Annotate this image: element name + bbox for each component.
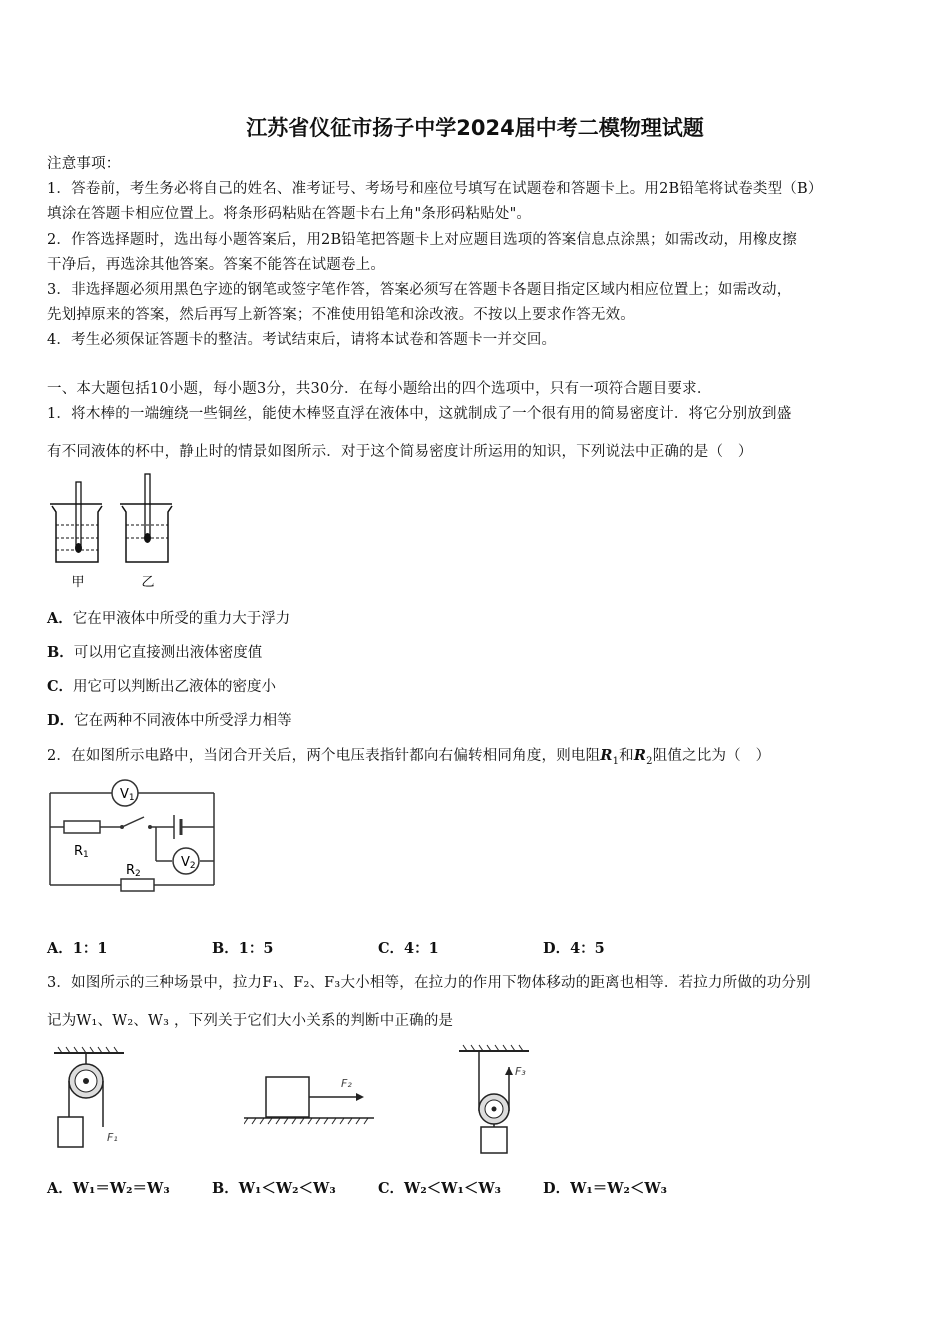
option-label: A．: [47, 610, 73, 627]
label-v2: V2: [181, 855, 196, 871]
q1-option-d[interactable]: [47, 709, 292, 730]
option-label: B．: [47, 644, 74, 661]
option-text: W₁＝W₂＜W₃: [570, 1180, 667, 1197]
q3-option-b[interactable]: [212, 1177, 336, 1198]
label-f3: F₃: [515, 1065, 526, 1078]
q2-stem: 2．在如图所示电路中，当闭合开关后，两个电压表指针都向右偏转相同角度，则电阻$R_1$和$R_2$阻值之比为（ ）: [47, 747, 771, 767]
label-f1: F₁: [107, 1131, 118, 1144]
notice-line: 填涂在答题卡相应位置上。将条形码粘贴在答题卡右上角"条形码粘贴处"。: [47, 206, 532, 222]
q3-fixed-pulley-figure: [50, 1045, 130, 1155]
q1-option-c[interactable]: [47, 675, 276, 696]
option-label: C．: [378, 940, 405, 957]
section-heading: 一、本大题包括10小题，每小题3分，共30分．在每小题给出的四个选项中，只有一项符合题目要求．: [47, 381, 712, 397]
q1-option-a[interactable]: [47, 607, 290, 628]
q3-option-d[interactable]: [543, 1177, 667, 1198]
page-title: 江苏省仪征市扬子中学2024届中考二模物理试题: [246, 116, 704, 140]
option-text: 4：5: [570, 940, 605, 957]
q3-stem-line2: 记为W₁、W₂、W₃ ，下列关于它们大小关系的判断中正确的是: [47, 1013, 454, 1029]
option-label: C．: [378, 1180, 405, 1197]
q2-option-d[interactable]: [543, 937, 605, 958]
option-text: 它在甲液体中所受的重力大于浮力: [72, 611, 291, 627]
label-r2: R2: [126, 863, 141, 879]
notice-line: 3．非选择题必须用黑色字迹的钢笔或签字笔作答，答案必须写在答题卡各题目指定区域内相应位置上；如需改动，: [47, 282, 792, 298]
option-label: A．: [47, 940, 73, 957]
q1-stem-line1: 1．将木棒的一端缠绕一些铜丝，能使木棒竖直浮在液体中，这就制成了一个很有用的简易密度计．将它分别放到盛: [47, 406, 792, 422]
notice-line: 1．答卷前，考生务必将自己的姓名、准考证号、考场号和座位号填写在试题卷和答题卡上。用2B铅笔将试卷类型（B）: [47, 181, 823, 197]
notice-line: 4．考生必须保证答题卡的整洁。考试结束后，请将本试卷和答题卡一并交回。: [47, 332, 557, 348]
q3-movable-pulley-figure: [455, 1043, 545, 1158]
option-label: A．: [47, 1180, 73, 1197]
option-text: 4：1: [404, 940, 439, 957]
option-label: C．: [47, 678, 74, 695]
option-label: D．: [543, 1180, 571, 1197]
option-label: D．: [543, 940, 571, 957]
option-text: 用它可以判断出乙液体的密度小: [73, 679, 277, 695]
q1-stem-line2: 有不同液体的杯中，静止时的情景如图所示．对于这个简易密度计所运用的知识，下列说法中正确的是（ ）: [47, 444, 753, 460]
option-text: W₁＜W₂＜W₃: [238, 1180, 336, 1197]
notice-heading: 注意事项：: [47, 156, 121, 172]
option-label: B．: [212, 940, 239, 957]
notice-line: 2．作答选择题时，选出每小题答案后，用2B铅笔把答题卡上对应题目选项的答案信息点涂黑；如需改动，用橡皮擦: [47, 232, 798, 248]
option-label: D．: [47, 712, 75, 729]
label-jia: 甲: [71, 575, 85, 590]
option-label: B．: [212, 1180, 239, 1197]
label-v1: V1: [120, 787, 135, 803]
beaker-yi: [120, 474, 172, 562]
option-text: 可以用它直接测出液体密度值: [73, 645, 263, 661]
q2-option-c[interactable]: [378, 937, 439, 958]
label-r1: R1: [74, 844, 89, 860]
option-text: 1：5: [238, 940, 274, 957]
q2-circuit-figure: [44, 775, 224, 900]
notice-line: 先划掉原来的答案，然后再写上新答案；不准使用铅笔和涂改液。不按以上要求作答无效。: [47, 307, 635, 323]
beaker-jia: [50, 482, 102, 562]
option-text: 1：1: [72, 940, 108, 957]
q1-hydrometer-figure: [44, 472, 194, 592]
option-text: W₁＝W₂＝W₃: [72, 1180, 170, 1197]
notice-line: 干净后，再选涂其他答案。答案不能答在试题卷上。: [47, 257, 386, 273]
q3-horizontal-pull-figure: [244, 1065, 384, 1130]
label-f2: F₂: [341, 1077, 352, 1090]
q3-option-c[interactable]: [378, 1177, 501, 1198]
option-text: W₂＜W₁＜W₃: [404, 1180, 501, 1197]
q2-option-b[interactable]: [212, 937, 273, 958]
label-yi: 乙: [141, 575, 155, 590]
q2-option-a[interactable]: [47, 937, 107, 958]
q3-option-a[interactable]: [47, 1177, 170, 1198]
option-text: 它在两种不同液体中所受浮力相等: [74, 713, 292, 729]
q3-stem-line1: 3．如图所示的三种场景中，拉力F₁、F₂、F₃大小相等，在拉力的作用下物体移动的距离也相等．若拉力所做的功分别: [47, 975, 811, 991]
q1-option-b[interactable]: [47, 641, 262, 662]
